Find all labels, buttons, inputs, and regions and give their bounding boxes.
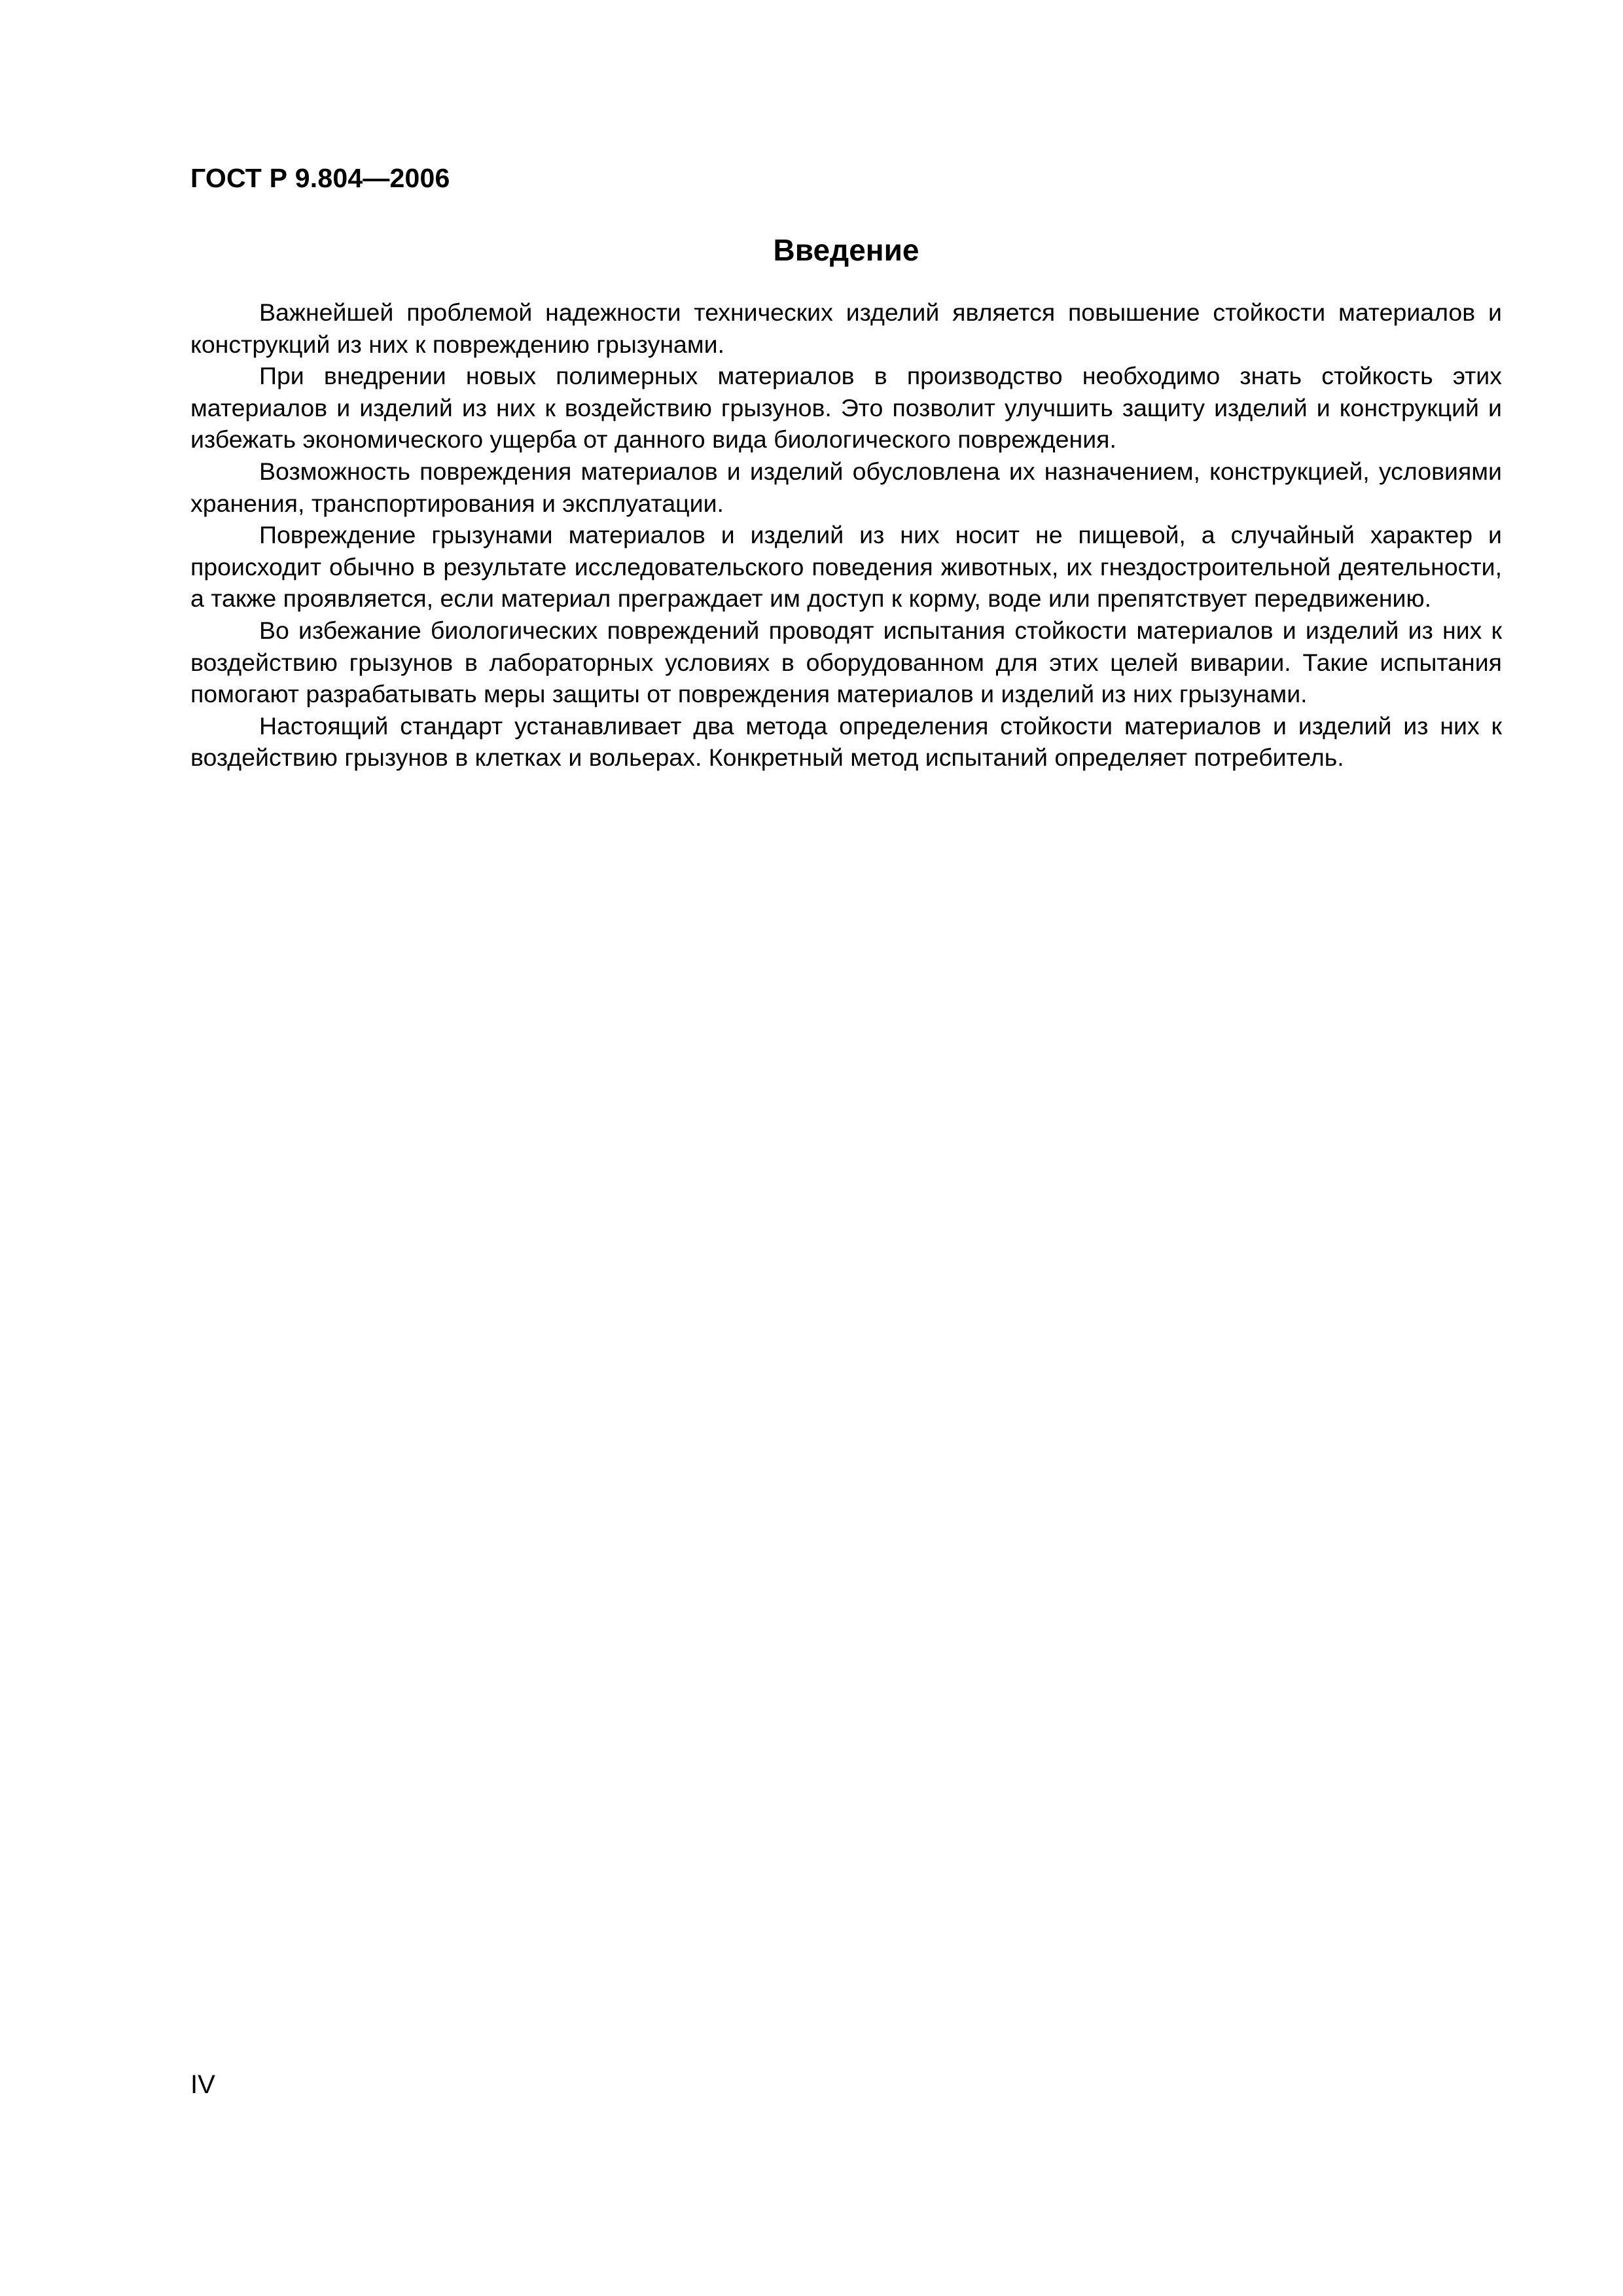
- paragraph: Во избежание биологических повреждений проводят испытания стойкости материалов и изделий из них к воздействию грызунов в лабораторных условиях в оборудованном для этих целей виварии. Такие испытания помогают разрабатывать меры защиты от повреждения материалов и изделий из них грызунами.: [190, 616, 1502, 708]
- document-code: ГОСТ Р 9.804—2006: [190, 163, 450, 193]
- paragraph: Важнейшей проблемой надежности технических изделий является повышение стойкости материалов и конструкций из них к повреждению грызунами.: [190, 298, 1502, 358]
- paragraph: Возможность повреждения материалов и изделий обусловлена их назначением, конструкцией, условиями хранения, транспортирования и эксплуатации.: [190, 457, 1502, 517]
- section-title: Введение: [773, 233, 919, 267]
- introduction-body: [190, 296, 1502, 774]
- page-number: IV: [190, 2070, 215, 2099]
- paragraph: Настоящий стандарт устанавливает два метода определения стойкости материалов и изделий из них к воздействию грызунов в клетках и вольерах. Конкретный метод испытаний определяет потребитель.: [190, 711, 1502, 772]
- paragraph: При внедрении новых полимерных материалов в производство необходимо знать стойкость этих материалов и изделий из них к воздействию грызунов. Это позволит улучшить защиту изделий и конструкций и избежать экономического ущерба от данного вида биологического повреждения.: [190, 362, 1502, 454]
- paragraph: Повреждение грызунами материалов и изделий из них носит не пищевой, а случайный характер и происходит обычно в результате исследовательского поведения животных, их гнездостроительной деятельности, а также проявляется, если материал преграждает им доступ к корму, воде или препятствует передвижению.: [190, 521, 1502, 613]
